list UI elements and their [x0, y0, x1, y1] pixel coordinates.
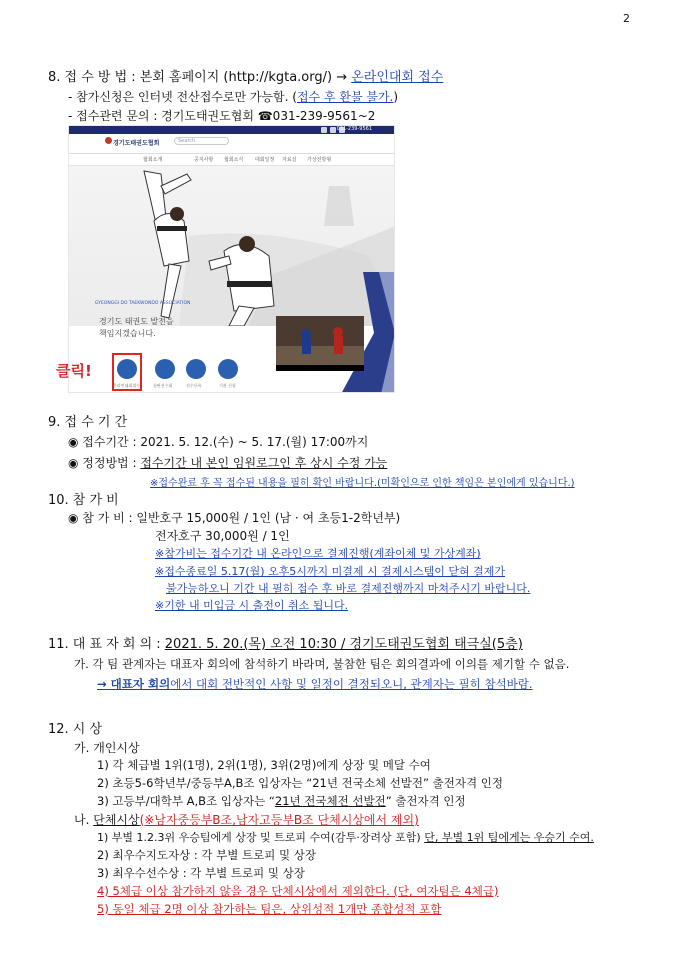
- online-entry-link[interactable]: 온라인대회 접수: [351, 70, 444, 85]
- meeting-line2-rest: 에서 대회 전반적인 사항 및 일정이 결정되오니, 관계자는 필히 참석바람.: [170, 677, 533, 691]
- site-nav: [69, 154, 394, 166]
- award3-underline: 21년 전국체전 선발전: [274, 794, 386, 808]
- individual-award-heading: 가. 개인시상: [74, 741, 140, 755]
- site-logo-icon: [105, 137, 112, 144]
- social-icon: [321, 127, 327, 133]
- section-8-line1: [68, 88, 398, 105]
- meeting-label: 11. 대 표 자 회 의 :: [48, 637, 165, 652]
- section-9-heading: 9. 접 수 기 간: [48, 415, 128, 430]
- website-screenshot: [68, 125, 395, 393]
- team-award-1: [97, 829, 594, 845]
- team-award-label: 단체시상: [93, 813, 140, 827]
- site-slogan: 경기도 태권도 발전을 책임지겠습니다.: [99, 317, 174, 338]
- highlight-box: [112, 353, 142, 391]
- award3-prefix: 3) 고등부/대학부 A,B조 입상자는 “: [97, 794, 275, 808]
- fee-general: ◉ 참 가 비 : 일반호구 15,000원 / 1인 (남 · 여 초등1-2학년부): [68, 511, 401, 525]
- section-8-heading: [48, 66, 443, 85]
- individual-award-1: 1) 각 체급별 1위(1명), 2위(1명), 3위(2명)에게 상장 및 메달 수여: [97, 758, 431, 772]
- meeting-line2: [97, 676, 533, 692]
- fee-note-4: ※기한 내 미입금 시 출전이 취소 됩니다.: [155, 599, 349, 612]
- quick-label: 선수등록: [186, 383, 202, 388]
- fee-note-2: ※접수종료일 5.17(월) 오후5시까지 미결제 시 결제시스템이 닫혀 결제가: [155, 565, 506, 578]
- team-award-4: 4) 5체급 이상 참가하지 않을 경우 단체시상에서 제외한다. (단, 여자팀은 4체급): [97, 884, 499, 898]
- meeting-line2-bold: → 대표자 회의: [97, 677, 171, 691]
- section-11-heading: [48, 633, 523, 652]
- correction-text: 접수기간 내 본인 임원로그인 후 상시 수정 가능: [140, 456, 388, 470]
- section-10-heading: 10. 참 가 비: [48, 493, 119, 508]
- social-icon: [330, 127, 336, 133]
- team-award-heading: [74, 811, 419, 828]
- quick-label: 심판선수회: [153, 383, 173, 388]
- site-org-name: GYEONGGI DO TAEKWONDO ASSOCIATION: [95, 301, 191, 306]
- site-nav-item[interactable]: 공지사항: [194, 157, 214, 163]
- site-nav-item[interactable]: 협회소식: [224, 157, 244, 163]
- section-12-heading: 12. 시 상: [48, 722, 103, 737]
- quick-label: 온라인대회접수: [113, 383, 141, 388]
- site-nav-item[interactable]: 대회일정: [255, 157, 275, 163]
- line1-prefix: - 참가신청은 인터넷 전산접수로만 가능함. (: [68, 90, 297, 104]
- individual-award-2: 2) 초등5-6학년부/중등부A,B조 입상자는 “21년 전국소체 선발전” 출전자격 인정: [97, 776, 503, 790]
- site-top-bar: [69, 126, 394, 134]
- site-video-player[interactable]: [276, 316, 364, 371]
- site-nav-item[interactable]: 자료실: [282, 157, 297, 163]
- team-award-1-text: 1) 부별 1.2.3위 우승팀에게 상장 및 트로피 수여(감투·장려상 포함): [97, 831, 425, 844]
- entry-period: ◉ 접수기간 : 2021. 5. 12.(수) ~ 5. 17.(월) 17:00까지: [68, 435, 369, 449]
- site-logo[interactable]: 경기도태권도협회: [113, 140, 160, 147]
- site-search-input[interactable]: Search: [174, 137, 229, 145]
- fee-note-3: 불가능하오니 기간 내 필히 접수 후 바로 결제진행까지 마쳐주시기 바랍니다.: [166, 582, 531, 595]
- registration-quick-icon[interactable]: [186, 359, 206, 379]
- section-8-heading-text: 8. 접 수 방 법 : 본회 홈페이지 (http://kgta.org/) →: [48, 70, 348, 85]
- correction-label: ◉ 정정방법 :: [68, 456, 141, 470]
- meeting-line1: 가. 각 팀 관계자는 대표자 회의에 참석하기 바라며, 불참한 팀은 회의결과에 이의를 제기할 수 없음.: [74, 657, 570, 671]
- referee-quick-icon[interactable]: [155, 359, 175, 379]
- line1-suffix: ): [393, 90, 399, 104]
- site-nav-item[interactable]: 가상전방형: [307, 157, 332, 163]
- team-award-exclusion: (※남자중등부B조,남자고등부B조 단체시상에서 제외): [139, 813, 419, 827]
- page-number: 2: [623, 12, 630, 25]
- meeting-datetime: 2021. 5. 20.(목) 오전 10:30 / 경기도태권도협회 태극실(5층): [164, 637, 523, 652]
- site-phone: 031-239-9561: [336, 126, 372, 132]
- team-award-1-underline: 단, 부별 1위 팀에게는 우승기 수여.: [424, 831, 594, 844]
- video-thumbnail: [276, 316, 364, 365]
- click-callout: 클릭!: [56, 362, 92, 380]
- team-award-3: 3) 최우수선수상 : 각 부별 트로피 및 상장: [97, 866, 305, 880]
- site-nav-item[interactable]: 협회소개: [143, 157, 163, 163]
- award3-suffix: ” 출전자격 인정: [385, 794, 466, 808]
- team-award-5: 5) 동일 체급 2명 이상 참가하는 팀은, 상위성적 1개만 종합성적 포함: [97, 902, 442, 916]
- section-8-contact: - 접수관련 문의 : 경기도태권도협회 ☎031-239-9561~2: [68, 109, 376, 123]
- fee-note-1: ※참가비는 접수기간 내 온라인으로 결제진행(계좌이체 및 가상계좌): [155, 547, 481, 560]
- team-award-prefix: 나.: [74, 813, 94, 827]
- video-controls[interactable]: [276, 365, 364, 371]
- team-award-2: 2) 최우수지도자상 : 각 부별 트로피 및 상장: [97, 848, 317, 862]
- correction-method: [68, 454, 387, 471]
- fee-electronic: 전자호구 30,000원 / 1인: [155, 529, 290, 543]
- quick-label: 기관 신청: [219, 383, 236, 388]
- entry-check-note: ※접수완료 후 꼭 접수된 내용을 필히 확인 바랍니다.(미확인으로 인한 책임은 본인에게 있습니다.): [150, 478, 575, 489]
- individual-award-3: [97, 793, 466, 809]
- apply-quick-icon[interactable]: [218, 359, 238, 379]
- no-refund-note: 접수 후 환불 불가.: [296, 90, 394, 104]
